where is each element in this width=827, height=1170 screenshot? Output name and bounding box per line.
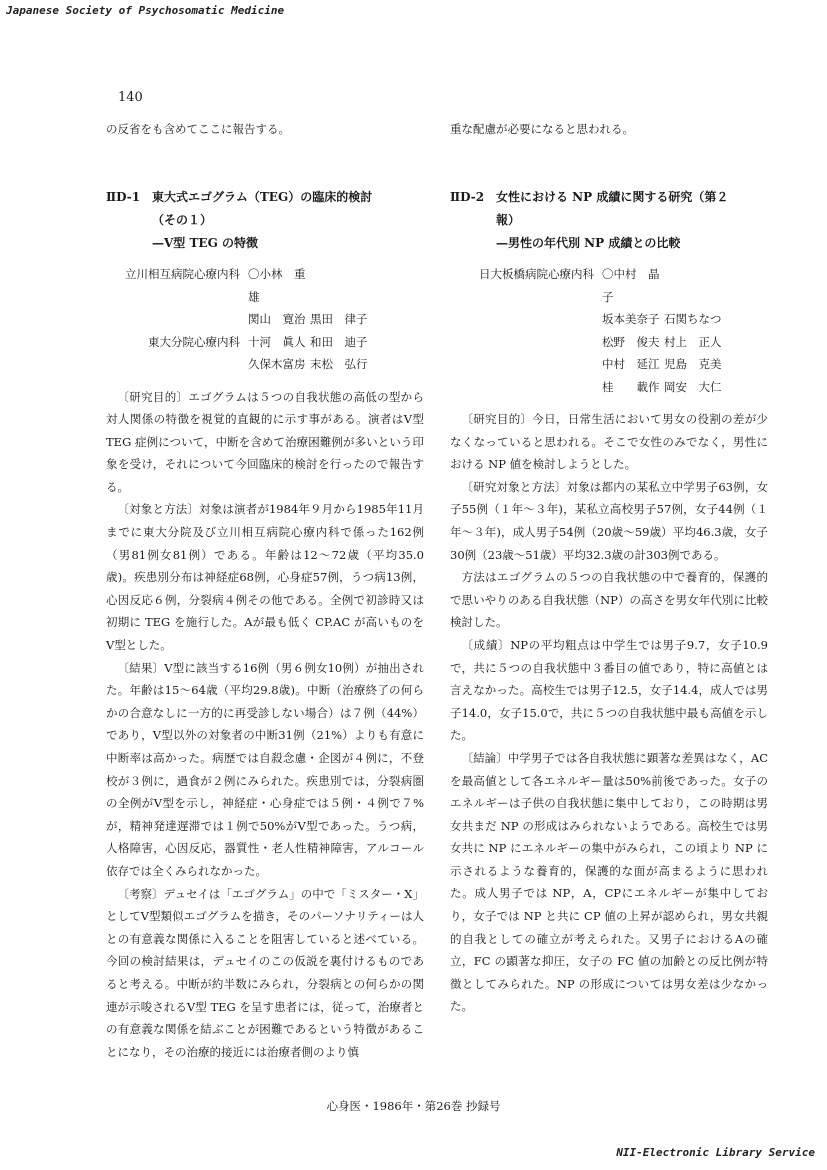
author-name: 坂本美奈子 xyxy=(602,312,660,326)
institution: 立川相互病院心療内科 xyxy=(125,267,240,281)
institution xyxy=(450,353,602,376)
author-name: 〇小林 重雄 xyxy=(248,267,306,304)
author-name: 中村 延江 xyxy=(602,357,660,371)
abstract-paragraph: 〔対象と方法〕対象は演者が1984年９月から1985年11月までに東大分院及び立川相互病院心療内科で係った162例（男81例女81例）である。年齢は12～72歳（平均35.0歳)。疾患別分布は神経症68例，心身症57例，うつ病13例，心因反応６例，分裂病４例その他である。全例で初診時又は初期に TEG を施行した。Aが最も低く CP.AC が高いものをV型とした。 xyxy=(106,502,424,653)
author-list xyxy=(106,263,424,376)
institution xyxy=(450,308,602,331)
abstract-paragraph: 〔結果〕V型に該当する16例（男６例女10例）が抽出された。年齢は15～64歳（平均29.8歳)。中断（治療終了の何らかの合意なしに一方的に再受診しない場合）は７例（44%）であり，V型以外の対象者の中断31例（21%）よりも有意に中断率は高かった。病歴では自殺念慮・企図が４例に，不登校が３例に，過食が２例にみられた。疾患別では，分裂病圏の全例がV型を示し，神経症・心身症では５例・４例で７%が，精神発達遅滞では１例で50%がV型であった。うつ病，人格障害，心因反応，器質性・老人性精神障害，アルコール依存では全くみられなかった。 xyxy=(106,660,424,878)
author-name: 末松 弘行 xyxy=(310,357,368,371)
author-name: 黒田 律子 xyxy=(310,312,368,326)
author-name: 久保木富房 xyxy=(248,357,306,371)
page-number: 140 xyxy=(118,90,143,105)
left-lead-text: の反省をも含めてここに報告する。 xyxy=(106,122,290,136)
abstract-paragraph: 〔研究対象と方法〕対象は都内の某私立中学男子63例，女子55例（１年～３年)，某私立高校男子57例，女子44例（１年～３年)，成人男子54例（20歳～59歳）平均46.3歳，女子30例（23歳～51歳）平均32.3歳の計303例である。 xyxy=(450,479,768,562)
author-row xyxy=(450,263,768,308)
abstract-title-line2: 報） xyxy=(496,213,521,227)
author-row xyxy=(106,331,424,354)
author-name: 児島 克美 xyxy=(664,357,722,371)
author-row xyxy=(450,308,768,331)
left-column xyxy=(106,118,424,1063)
society-header: Japanese Society of Psychosomatic Medicine xyxy=(6,4,285,17)
author-name: 桂 載作 xyxy=(602,379,660,394)
author-name xyxy=(310,263,372,308)
abstract-number: ⅡD-2 xyxy=(450,190,485,204)
abstract-title-d2 xyxy=(450,186,768,209)
abstract-title-line: 女性における NP 成績に関する研究（第２ xyxy=(496,190,729,204)
author-name: 関山 寛治 xyxy=(248,312,306,326)
abstract-paragraph: 方法はエゴグラムの５つの自我状態の中で養育的，保護的で思いやりのある自我状態（NP）の高さを男女年代別に比較検討した。 xyxy=(450,570,768,630)
abstract-number: ⅡD-1 xyxy=(106,190,141,204)
abstract-subtitle: —V型 TEG の特徴 xyxy=(152,236,258,250)
abstract-paragraph: 〔研究目的〕今日，日常生活において男女の役割の差が少なくなっていると思われる。そこで女性のみでなく，男性における NP 値を検討しようとした。 xyxy=(450,412,768,472)
abstract-title-line: 東大式エゴグラム（TEG）の臨床的検討 xyxy=(152,190,373,204)
abstract-title-line2: （その１） xyxy=(152,213,213,227)
right-column xyxy=(450,118,768,1018)
author-row xyxy=(450,353,768,376)
right-lead-text: 重な配慮が必要になると思われる。 xyxy=(450,122,634,136)
abstract-paragraph: 〔成績〕NPの平均粗点は中学生では男子9.7，女子10.9で，共に５つの自我状態中３番目の値であり，特に高値とは言えなかった。高校生では男子12.5，女子14.4，成人では男子14.0，女子15.0で，共に５つの自我状態中最も高値を示した。 xyxy=(450,637,768,743)
author-row xyxy=(450,376,768,399)
author-row xyxy=(450,331,768,354)
author-name: 〇中村 晶子 xyxy=(602,267,660,304)
institution xyxy=(450,331,602,354)
author-row xyxy=(106,263,424,308)
author-name: 松野 俊夫 xyxy=(602,334,660,349)
institution xyxy=(106,308,248,331)
service-footer: NII-Electronic Library Service xyxy=(616,1146,815,1159)
author-name: 村上 正人 xyxy=(664,334,722,349)
abstract-paragraph: 〔結論〕中学男子では各自我状態に顕著な差異はなく，AC を最高値として各エネルギー量は50%前後であった。女子のエネルギーは子供の自我状態に集中しており，この時期は男女共まだ NP の形成はみられないようである。高校生では男女共に NP にエネルギーの集中がみられ，この頃より NP に示されるような養育的，保護的な面が高まるように思われた。成人男子では NP，A，CPにエネルギーが集中しており，女子では NP と共に CP 値の上昇が認められ，男女共親的自我としての確立が考えられた。又男子におけるAの確立，FC の顕著な抑圧，女子の FC 値の加齢との反比例が特徴としてみられた。NP の形成については男女差は少なかった。 xyxy=(450,750,768,1014)
author-list xyxy=(450,263,768,398)
abstract-paragraph: 〔研究目的〕エゴグラムは５つの自我状態の高低の型から対人関係の特徴を視覚的直観的に示す事がある。演者はV型 TEG 症例について，中断を含めて治療困難例が多いという印象を受け，それについて今回臨床的検討を行ったので報告する。 xyxy=(106,389,424,494)
author-name xyxy=(664,263,726,308)
author-row xyxy=(106,353,424,376)
institution: 日大板橋病院心療内科 xyxy=(479,267,594,281)
journal-footer: 心身医・1986年・第26巻 抄録号 xyxy=(326,1099,501,1113)
institution xyxy=(106,353,248,376)
institution: 東大分院心療内科 xyxy=(148,334,240,349)
author-name: 岡安 大仁 xyxy=(664,379,722,394)
abstract-paragraph: 〔考察〕デュセイは「エゴグラム」の中で「ミスター・X」としてV型類似エゴグラムを描き，そのパーソナリティーは人との有意義な関係に入ることを阻害していると述べている。今回の検討結果は，デュセイのこの仮説を裏付けるものであると考える。中断が約半数にみられ，分裂病との何らかの関連が示唆されるV型 TEG を呈す患者には，従って，治療者との有意義な関係を結ぶことが困難であるという特徴があることになり，その治療的接近には治療者側のより慎 xyxy=(106,886,424,1059)
institution xyxy=(450,376,602,399)
author-name: 十河 眞人 xyxy=(248,334,306,349)
author-name: 石関ちなつ xyxy=(664,312,722,326)
author-name: 和田 迪子 xyxy=(310,334,368,349)
abstract-title-d1 xyxy=(106,186,424,209)
abstract-subtitle: —男性の年代別 NP 成績との比較 xyxy=(496,236,681,250)
author-row xyxy=(106,308,424,331)
